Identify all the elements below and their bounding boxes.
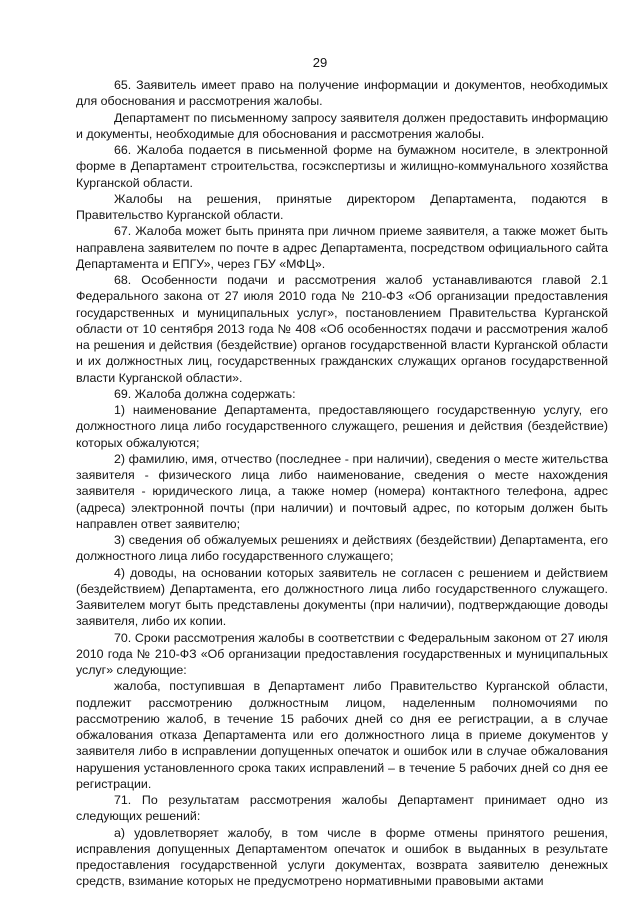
paragraph-70: 70. Сроки рассмотрения жалобы в соответствии с Федеральным законом от 27 июля 2010 года № 210-ФЗ «Об организации предоставления государственных и муниципальных услуг» следующие: [76,630,608,677]
paragraph-69-item-4: 4) доводы, на основании которых заявитель не согласен с решением и действием (бездействием) Департамента, его должностного лица либо государственного служащего. Заявителем могут быть представлены документы (при наличии), подтверждающие доводы заявителя, либо их копии. [76,565,608,629]
paragraph-66-director-decisions: Жалобы на решения, принятые директором Департамента, подаются в Правительство Курганской области. [76,191,608,222]
paragraph-68: 68. Особенности подачи и рассмотрения жалоб устанавливаются главой 2.1 Федерального закона от 27 июля 2010 года № 210-ФЗ «Об организации предоставления государственных и муниципальных услуг», постановлением Правительства Курганской области от 10 сентября 2013 года № 408 «Об особенностях подачи и рассмотрения жалоб на решения и действия (бездействие) органов государственной власти Курганской области и их должностных лиц, государственных гражданских служащих органов государственной власти Курганской области». [76,273,608,385]
document-body [76,77,608,890]
page-number: 29 [312,55,328,70]
paragraph-66: 66. Жалоба подается в письменной форме на бумажном носителе, в электронной форме в Департамент строительства, госэкспертизы и жилищно-коммунального хозяйства Курганской области. [76,143,608,190]
paragraph-69: 69. Жалоба должна содержать: [114,386,296,401]
paragraph-69-item-1: 1) наименование Департамента, предоставляющего государственную услугу, его должностного лица либо государственного служащего, решения и действия (бездействие) которых обжалуются; [76,403,608,450]
paragraph-71: 71. По результатам рассмотрения жалобы Департамент принимает одно из следующих решений: [76,793,608,824]
paragraph-67: 67. Жалоба может быть принята при личном приеме заявителя, а также может быть направлена заявителем по почте в адрес Департамента, посредством официального сайта Департамента и ЕПГУ», через ГБУ «МФЦ». [76,224,608,271]
paragraph-71-item-a: а) удовлетворяет жалобу, в том числе в форме отмены принятого решения, исправления допущенных Департаментом опечаток и ошибок в выданных в результате предоставления государственной услуги документах, возврата заявителю денежных средств, взимание которых не предусмотрено нормативными правовыми актами [76,825,608,889]
paragraph-65: 65. Заявитель имеет право на получение информации и документов, необходимых для обоснования и рассмотрения жалобы. [76,78,608,109]
paragraph-69-item-2: 2) фамилию, имя, отчество (последнее - при наличии), сведения о месте жительства заявителя - физического лица либо наименование, сведения о месте нахождения заявителя - юридического лица, а также номер (номера) контактного телефона, адрес (адреса) электронной почты (при наличии) и почтовый адрес, по которым должен быть направлен ответ заявителю; [76,451,608,531]
paragraph-69-item-3: 3) сведения об обжалуемых решениях и действиях (бездействии) Департамента, его должностного лица либо государственного служащего; [76,533,608,564]
paragraph-70-terms: жалоба, поступившая в Департамент либо Правительство Курганской области, подлежит рассмотрению должностным лицом, наделенным полномочиями по рассмотрению жалоб, в течение 15 рабочих дней со дня ее регистрации, а в случае обжалования отказа Департамента или его должностного лица в приеме документов у заявителя либо в исправлении допущенных опечаток и ошибок или в случае обжалования нарушения установленного срока таких исправлений – в течение 5 рабочих дней со дня ее регистрации. [76,679,608,791]
paragraph-65-department-request: Департамент по письменному запросу заявителя должен предоставить информацию и документы, необходимые для обоснования и рассмотрения жалобы. [76,110,608,141]
